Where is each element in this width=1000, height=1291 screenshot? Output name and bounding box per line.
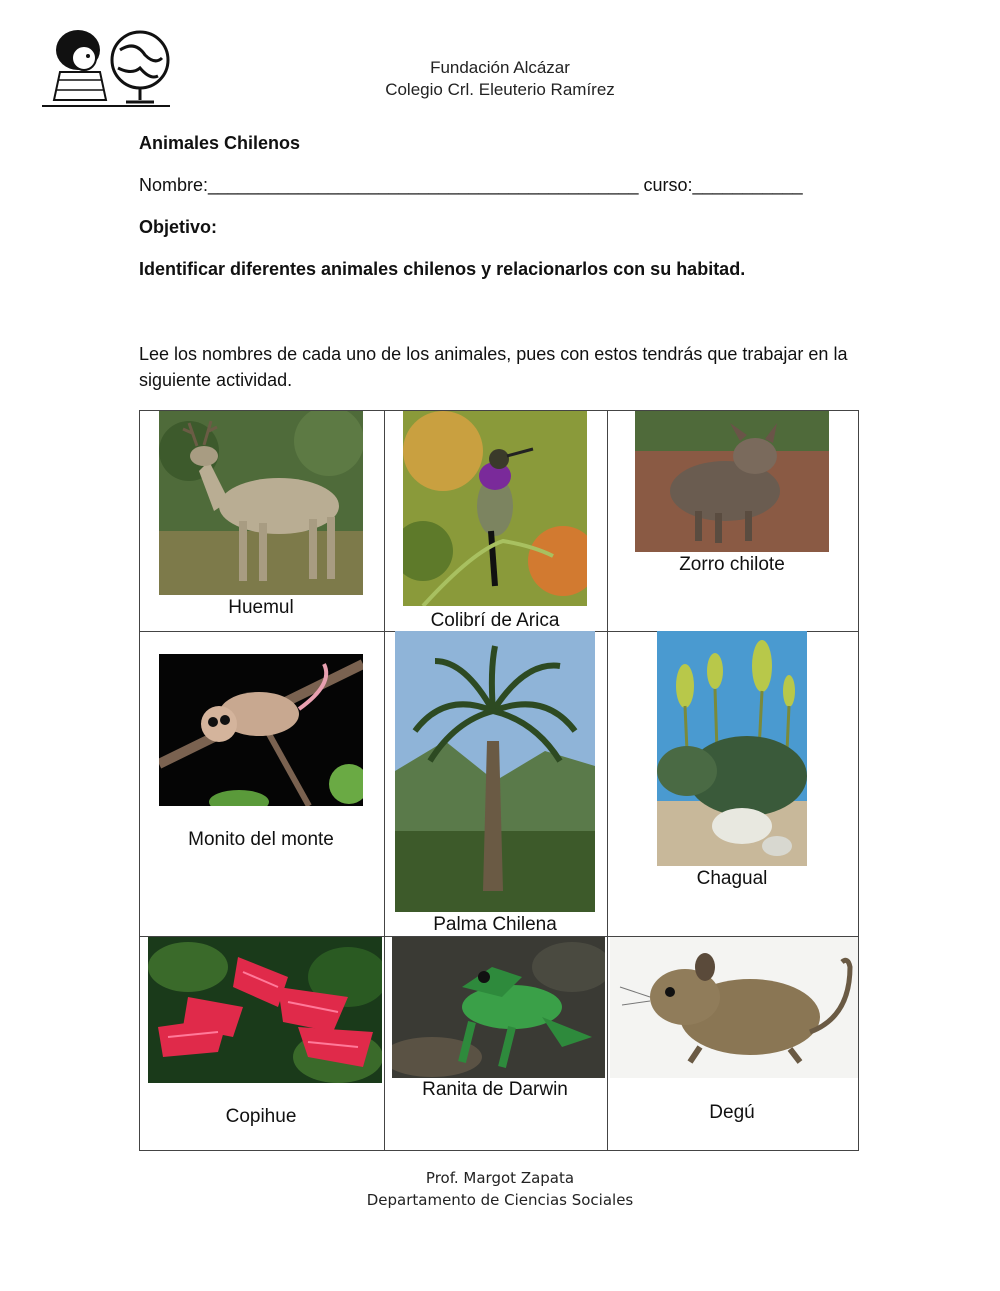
huemul-image: [159, 411, 363, 595]
zorro-image: [635, 411, 829, 552]
caption-degu: Degú: [709, 1102, 755, 1123]
caption-huemul: Huemul: [228, 597, 294, 618]
caption-palma: Palma Chilena: [433, 914, 557, 935]
copihue-image: [148, 937, 382, 1083]
palma-image: [395, 631, 595, 912]
instruction-text: Lee los nombres de cada uno de los animales, pues con estos tendrás que trabajar en la siguiente actividad.: [139, 344, 848, 390]
colibri-image: [403, 411, 587, 606]
chagual-image: [657, 631, 807, 866]
objective-text: Identificar diferentes animales chilenos y relacionarlos con su habitad.: [139, 259, 746, 279]
objective-label: Objetivo:: [139, 217, 218, 237]
ranita-image: [392, 937, 605, 1078]
caption-zorro: Zorro chilote: [679, 554, 785, 575]
table-divider: [607, 411, 608, 1150]
degu-image: [610, 937, 858, 1078]
table-divider: [384, 411, 385, 1150]
caption-ranita: Ranita de Darwin: [422, 1079, 568, 1100]
worksheet-title: Animales Chilenos: [139, 133, 301, 153]
caption-chagual: Chagual: [696, 868, 768, 889]
caption-colibri: Colibrí de Arica: [430, 610, 560, 631]
monito-image: [159, 654, 363, 806]
caption-copihue: Copihue: [225, 1106, 297, 1127]
name-line: Nombre:___________________________________________ curso:___________: [139, 175, 803, 195]
footer-teacher: Prof. Margot Zapata: [425, 1169, 575, 1187]
caption-monito: Monito del monte: [188, 829, 334, 850]
header-school: Colegio Crl. Eleuterio Ramírez: [385, 80, 615, 99]
footer-department: Departamento de Ciencias Sociales: [366, 1191, 634, 1209]
header-foundation: Fundación Alcázar: [430, 58, 570, 77]
